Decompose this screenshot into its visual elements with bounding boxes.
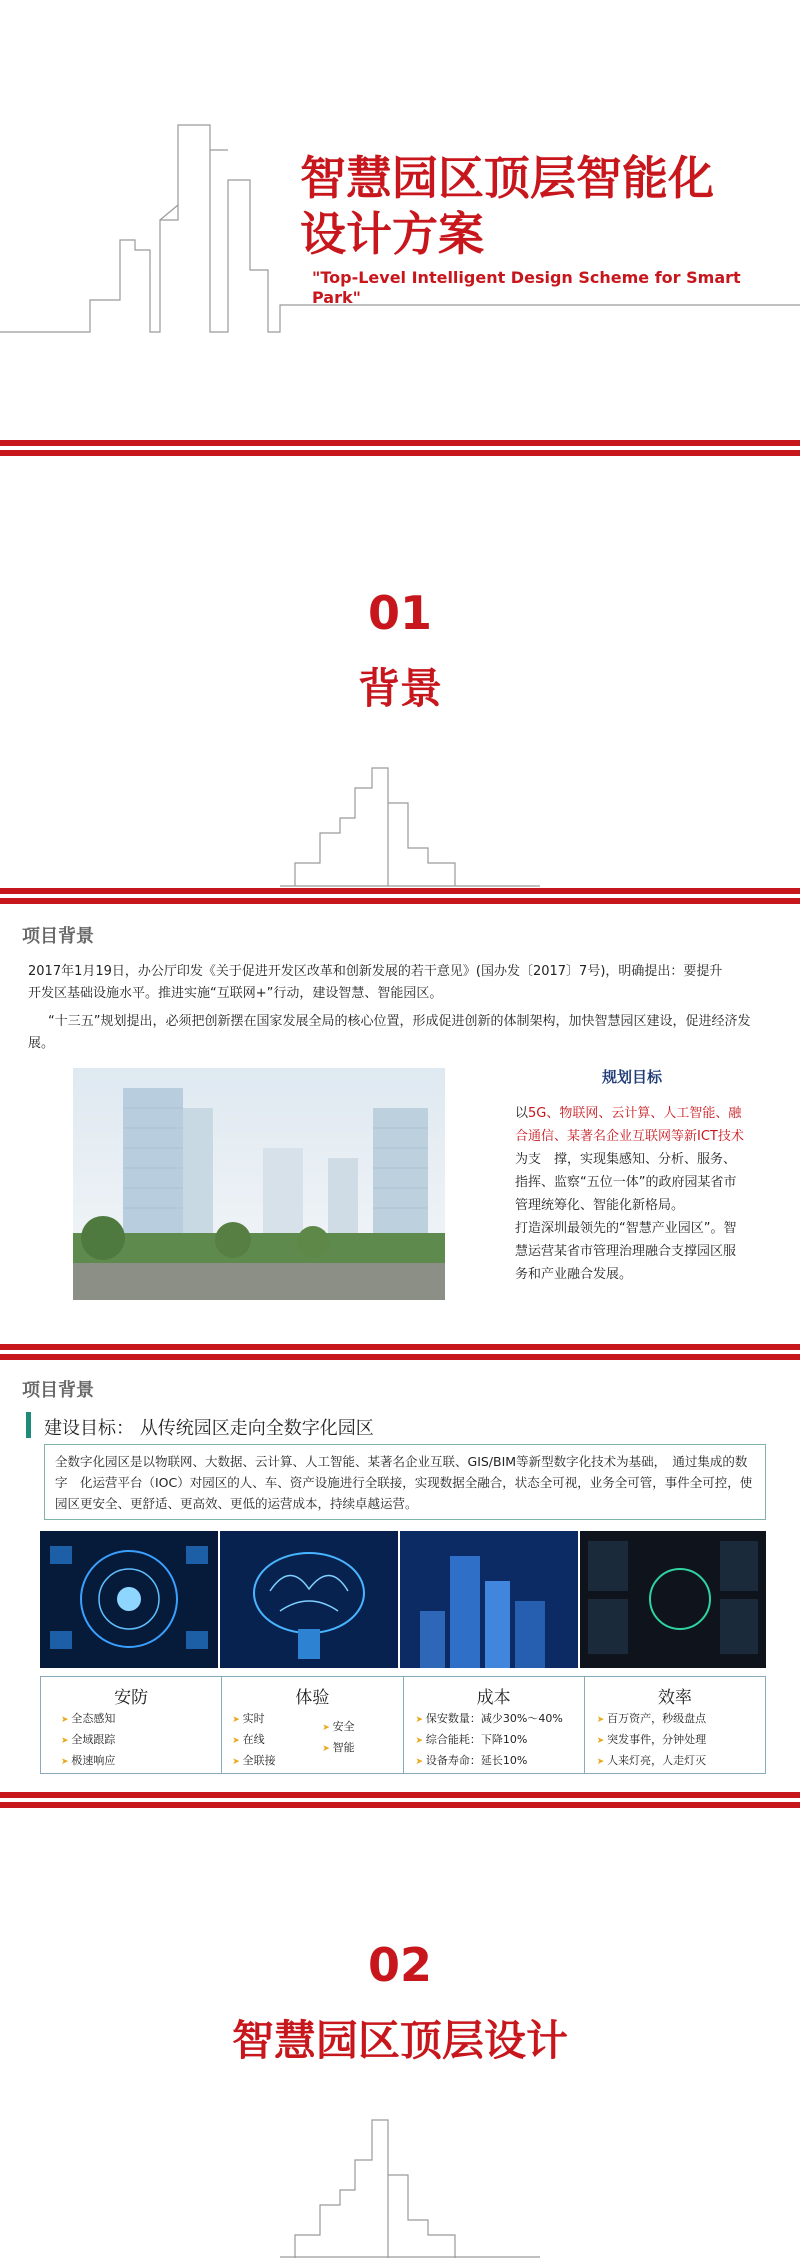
section-number: 02 [367,1938,432,1992]
feature-item: ➤ 人来灯亮，人走灯灭 [597,1751,706,1772]
goal-title: 规划目标 [602,1068,663,1086]
cover-title-line2: 设计方案 [300,207,484,261]
divider-bar [0,898,800,904]
feature-experience [222,1677,403,1773]
section-title: 背景 [357,664,442,713]
feature-item: ➤ 极速响应 [61,1751,115,1772]
park-photo [73,1068,445,1300]
feature-title: 效率 [657,1688,692,1708]
feature-item: ➤ 实时 [232,1709,275,1730]
feature-item: ➤ 在线 [232,1730,275,1751]
goal-highlight: 5G、物联网、云计算、人工智能、融合通信、某著名企业互联网等新ICT技术 [515,1106,744,1144]
section-slide-02 [0,1810,800,2259]
feature-security [41,1677,222,1773]
feature-list [416,1709,563,1772]
slide-header: 项目背景 [22,1380,94,1401]
cover-title [300,150,760,262]
feature-title: 安防 [114,1688,149,1708]
divider-bar [0,450,800,456]
cover-title-line1: 智慧园区顶层智能化 [300,151,714,205]
skyline-illustration [280,2110,540,2259]
section-slide-01 [0,458,800,888]
background-paragraph-2: “十三五”规划提出，必须把创新摆在国家发展全局的核心位置，形成促进创新的体制架构，加快智慧园区建设，促进经济发展。 [28,1014,751,1051]
background-paragraph-1: 2017年1月19日，办公厅印发《关于促进开发区改革和创新发展的若干意见》(国办发〔2017〕7号)，明确提出：要提升开发区基础设施水平。推进实施“互联网+”行动，建设智慧、智能园区。 [28,964,723,1001]
feature-item: ➤ 设备寿命：延长10% [416,1751,563,1772]
feature-title: 体验 [295,1688,330,1708]
feature-item: ➤ 百万资产，秒级盘点 [597,1709,706,1730]
feature-item: ➤ 全态感知 [61,1709,115,1730]
feature-efficiency [585,1677,765,1773]
divider-bar [0,1792,800,1798]
feature-item: ➤ 保安数量：减少30%～40% [416,1709,563,1730]
goal-rest: 为支 撑，实现集感知、分析、服务、指挥、监察“五位一体”的政府园某省市管理统筹化、智能化新格局。 [515,1152,737,1213]
feature-list [597,1709,706,1772]
divider-bar [0,1354,800,1360]
feature-title: 成本 [476,1688,511,1708]
feature-item: ➤ 全联接 [232,1751,275,1772]
divider-bar [0,440,800,446]
feature-cost [404,1677,585,1773]
cover-subtitle: "Top-Level Intelligent Design Scheme for Smart Park" [312,268,741,307]
feature-item: ➤ 突发事件，分钟处理 [597,1730,706,1751]
security-image [40,1531,218,1668]
city-image [400,1531,578,1668]
build-goal-title: 建设目标： 从传统园区走向全数字化园区 [44,1418,374,1439]
description-box: 全数字化园区是以物联网、大数据、云计算、人工智能、某著名企业互联、GIS/BIM等新型数字化技术为基础， 通过集成的数字 化运营平台（IOC）对园区的人、车、资产设施进行全联接，实现数据全融合，状态全可视，业务全可管，事件全可控，使 园区更安全、更舒适、更高效、更低的运营成本，持续卓越运营。 [44,1444,766,1520]
divider-bar [0,888,800,894]
feature-item: ➤ 全域跟踪 [61,1730,115,1751]
feature-list [232,1709,275,1772]
ai-brain-image [220,1531,398,1668]
feature-table [40,1676,766,1774]
feature-item: ➤ 综合能耗：下降10% [416,1730,563,1751]
dashboard-image [580,1531,766,1668]
goal-line2: 打造深圳最领先的“智慧产业园区”。智慧运营某省市管理治理融合支撑园区服务和产业融合发展。 [515,1221,737,1282]
section-title: 智慧园区顶层设计 [231,2016,568,2065]
slide-header: 项目背景 [22,926,94,947]
divider-bar [0,1802,800,1808]
accent-bar [26,1412,31,1438]
cover-slide [0,0,800,440]
section-number: 01 [367,586,432,640]
goal-text [515,1102,747,1286]
feature-item: ➤ 安全 [322,1717,354,1738]
divider-bar [0,1344,800,1350]
feature-list [322,1717,354,1759]
feature-item: ➤ 智能 [322,1738,354,1759]
goal-prefix: 以 [515,1106,529,1121]
feature-list [61,1709,115,1772]
skyline-illustration [280,748,540,888]
